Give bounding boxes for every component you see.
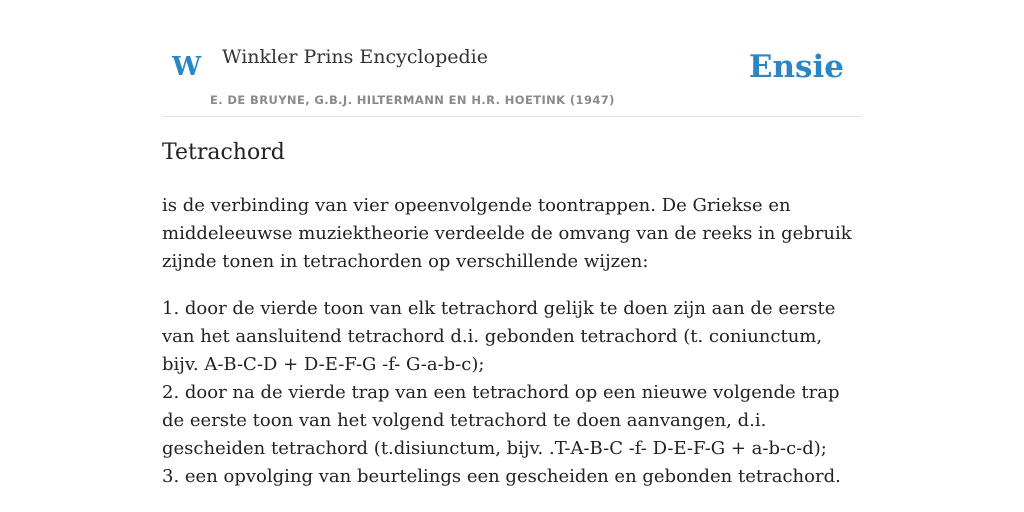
source-title[interactable]: Winkler Prins Encyclopedie — [222, 46, 488, 68]
list-item: 1. door de vierde toon van elk tetrachord gelijk te doen zijn aan de eerste van het aansluitend tetrachord d.i. gebonden tetrachord (t. coniunctum, bijv. A-B-C-D + D-E-F-G -f- G-a-b-c); — [162, 298, 836, 375]
article-title: Tetrachord — [162, 140, 285, 165]
list-item: 2. door na de vierde trap van een tetrachord op een nieuwe volgende trap de eerste toon van het volgend tetrachord te doen aanvangen, d.i. gescheiden tetrachord (t.disiunctum, bijv. .T-A-B-C -f- D-E-F-G + a-b-c-d); — [162, 382, 840, 459]
source-logo-icon: W — [172, 52, 202, 82]
source-authors: E. DE BRUYNE, G.B.J. HILTERMANN EN H.R. HOETINK (1947) — [210, 93, 615, 107]
list-item: 3. een opvolging van beurtelings een gescheiden en gebonden tetrachord. — [162, 466, 841, 487]
article-intro: is de verbinding van vier opeenvolgende toontrappen. De Griekse en middeleeuwse muziektheorie verdeelde de omvang van de reeks in gebruik zijnde tonen in tetrachorden op verschillende wijzen: — [162, 195, 852, 272]
source-header — [162, 0, 862, 117]
article-body — [162, 192, 862, 491]
article-page — [162, 0, 862, 487]
brand-logo-link[interactable]: Ensie — [748, 49, 844, 85]
